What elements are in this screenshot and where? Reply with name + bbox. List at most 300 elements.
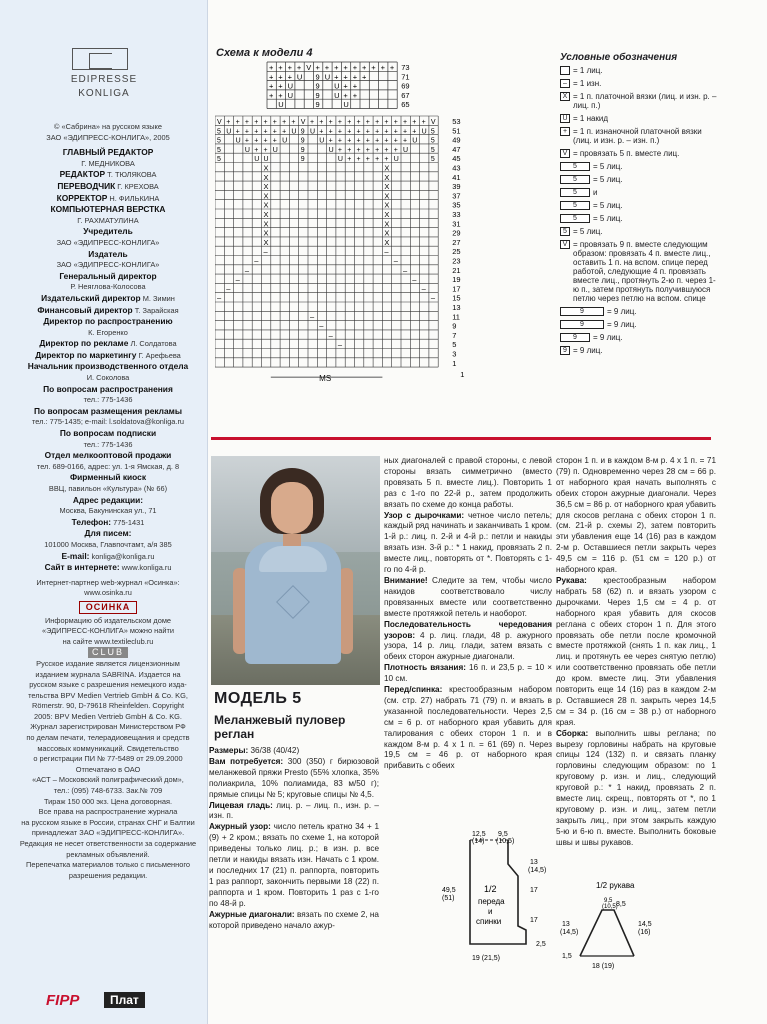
- legend-item: [560, 175, 720, 184]
- sleeve-left-1: 13: [562, 921, 570, 928]
- credit-role: Начальник производственного отдела: [27, 361, 189, 372]
- chart-symbol: +: [412, 128, 417, 136]
- chart-row-number: 35: [452, 200, 461, 210]
- credit-item: РЕДАКТОР Т. ТЮЛЯКОВА: [59, 169, 157, 180]
- credit-item: E-mail: konliga@konliga.ru: [61, 550, 155, 561]
- credit-line: «ЭДИПРЕСС-КОНЛИГА» можно найти: [41, 626, 174, 636]
- credit-item: Издательский директор М. Зимин: [41, 292, 175, 303]
- chart-row-number: 25: [452, 247, 461, 257]
- credit-line: 2005: BPV Medien Vertrieb GmbH & Co. KG.: [34, 711, 182, 721]
- chart-symbol: 5: [430, 137, 435, 145]
- chart-symbol: +: [375, 137, 380, 145]
- chart-symbol: 5: [430, 156, 435, 164]
- chart-symbol: +: [384, 128, 389, 136]
- chart-symbol: X: [384, 219, 390, 229]
- instruction-paragraph: Ажурный узор: число петель кратно 34 + 1 (9) + 2 кром.; вязать по схеме 1, на которой приведены только лиц. р.; в изн. р. все петли и накиды вязать изн. Начать с 1 кром. и последних 17 (21) п. раппорта, повторить 1 раз раппорт, закончить первыми 18 (22) п. раппорта и 1 кром. Повторить 1 раз с 1-го по 48-й р.: [209, 822, 379, 908]
- legend-symbol: 9: [560, 307, 604, 316]
- osinka-logo: OCИНКА: [79, 601, 137, 614]
- credit-item: ПЕРЕВОДЧИК Г. КРЕХОВА: [57, 180, 159, 191]
- legend-text: = 9 лиц.: [607, 320, 637, 329]
- legend-symbol: U: [560, 114, 570, 123]
- sleeve-left-2: 1,5: [562, 953, 572, 960]
- legend-text: = 5 лиц.: [593, 214, 623, 223]
- chart-symbol: U: [393, 156, 399, 164]
- chart-symbol: –: [226, 284, 231, 294]
- chart-symbol: +: [384, 119, 389, 126]
- dim-top-b: 9,5: [498, 831, 508, 838]
- credit-line: принадлежат ЗАО «ЭДИПРЕСС-КОНЛИГА».: [31, 828, 185, 838]
- chart-symbol: +: [269, 81, 274, 91]
- instruction-paragraph: Плотность вязания: 16 п. и 23,5 р. = 10 × 10 см.: [384, 663, 552, 684]
- chart-symbol: U: [334, 81, 340, 91]
- credit-role: Генеральный директор: [59, 270, 157, 281]
- chart-symbol: X: [263, 172, 269, 182]
- credit-line: тельства BPV Medien Vertrieb GmbH & Co. KG,: [28, 690, 188, 700]
- chart-row-number: 67: [401, 90, 410, 100]
- chart-symbol: X: [263, 163, 269, 173]
- credit-line: массовых коммуникаций. Свидетельство: [37, 743, 179, 753]
- legend-text: = 9 лиц.: [607, 307, 637, 316]
- chart-symbol: 9: [300, 146, 305, 154]
- chart-symbol: +: [269, 90, 274, 100]
- chart-symbol: U: [278, 100, 284, 110]
- chart-symbol: U: [403, 146, 409, 154]
- chart-row-number: 73: [401, 63, 410, 72]
- chart-symbol: X: [263, 182, 269, 192]
- chart-symbol: –: [254, 256, 259, 266]
- credit-line: тел.: (095) 748-6733. Зак.№ 709: [53, 786, 163, 796]
- sleeve-title: 1/2 рукава: [596, 881, 635, 890]
- credit-role: Учредитель: [83, 226, 133, 237]
- chart-symbol: +: [269, 63, 274, 72]
- credit-item: По вопросам размещения рекламы тел.: 775-1435; e-mail: l.soldatova@konliga.ru: [31, 405, 185, 427]
- front-back-diagram: [440, 826, 560, 966]
- legend-symbol: 9: [560, 346, 570, 355]
- credit-role: Финансовый директор: [37, 304, 133, 315]
- credit-item: Директор по рекламе Л. Солдатова: [39, 338, 177, 349]
- dim-right-1: 13: [530, 859, 538, 866]
- chart-row-number: 5: [452, 340, 457, 350]
- chart-symbol: U: [421, 128, 427, 136]
- chart-symbol: +: [296, 63, 302, 72]
- chart-symbol: U: [235, 137, 241, 145]
- chart-symbol: –: [310, 312, 315, 322]
- chart-symbol: –: [421, 284, 426, 294]
- chart-symbol: +: [356, 146, 361, 154]
- chart-symbol: +: [269, 72, 274, 82]
- chart-symbol: +: [343, 81, 348, 91]
- chart-symbol: U: [328, 146, 334, 154]
- chart-symbol: 9: [315, 72, 320, 82]
- credit-line: Römerstr. 90, D-79618 Rheinfelden. Copyright: [32, 701, 184, 711]
- chart-symbol: +: [403, 128, 408, 136]
- credit-line: Тираж 150 000 экз. Цена договорная.: [43, 796, 173, 806]
- legend-symbol: 5: [560, 162, 590, 171]
- legend-item: [560, 79, 720, 88]
- chart-row-number: 69: [401, 81, 410, 91]
- chart-row-number: 3: [452, 349, 457, 359]
- credit-line: о регистрации ПИ № 77-5489 от 29.09.2000: [33, 754, 183, 764]
- instruction-paragraph: сторон 1 п. и в каждом 8-м р. 4 х 1 п. = 71 (79) п. Одновременно через 28 см = 66 р. от наборного края начать выполнять с обеих сторон ажурные диагонали. Через 36,5 см = 86 р. от наборного края убавить для скосов реглана с обеих сторон 1 п. (см. 21-й р. схемы 2), затем повторить эти убавления еще 14 (16) раз в каждом 2-м р. Оставшиеся петли закрыть через 49,5 см = 116 р. (51 см = 120 р.) от наборного края.: [556, 456, 716, 575]
- dim-left-1: 49,5: [442, 887, 456, 894]
- chart-symbol: +: [356, 119, 361, 126]
- instruction-paragraph: Размеры: 36/38 (40/42): [209, 746, 300, 755]
- credit-role: Фирменный киоск: [69, 472, 147, 483]
- sleeve-diagram: [560, 880, 670, 970]
- chart-symbol: 9: [300, 128, 305, 136]
- chart-symbol: +: [244, 128, 249, 136]
- chart-symbol: +: [337, 137, 342, 145]
- sleeve-right-1: 14,5: [638, 921, 652, 928]
- chart-symbol: U: [296, 72, 303, 82]
- chart-symbol: +: [384, 137, 389, 145]
- photo-pullover-yoke: [259, 546, 327, 572]
- instructions-col-2: [384, 456, 552, 772]
- chart-symbol: +: [282, 119, 287, 126]
- chart-symbol: +: [287, 72, 292, 82]
- chart-symbol: –: [384, 247, 389, 257]
- legend-symbol: +: [560, 127, 570, 136]
- sleeve-top-a: 9,5: [604, 898, 613, 904]
- instruction-paragraph: ных диагоналей с правой стороны, с левой стороны вязать симметрично (вместо провязать 5 п. вместе лиц.). Повторить 1 раз с 1-го по 22-й р., затем продолжить вязать по схеме до конца работы.: [384, 456, 552, 509]
- legend-item: [560, 66, 720, 75]
- credit-line: ЗАО «ЭДИПРЕСС-КОНЛИГА», 2005: [46, 132, 170, 142]
- chart-row-number: 17: [452, 284, 461, 294]
- photo-face: [271, 482, 313, 534]
- credit-line: Журнал зарегистрирован Министерством РФ: [30, 722, 186, 732]
- fipp-logo: FIPP: [46, 992, 80, 1009]
- credit-role: Директор по маркетингу: [35, 349, 137, 360]
- chart-symbol: +: [263, 119, 268, 126]
- chart-symbol: +: [334, 72, 339, 82]
- chart-symbol: U: [272, 146, 278, 154]
- credit-item: Финансовый директор Т. Зарайская: [37, 304, 179, 315]
- legend-text: = 5 лиц.: [593, 201, 623, 210]
- credit-line: на русском языке в России, странах СНГ и Балтии: [21, 817, 195, 827]
- chart-symbol: +: [380, 63, 385, 72]
- credit-item: Адрес редакции: Москва, Бакунинская ул., 71: [59, 494, 157, 516]
- dim-top-a: 12,5: [472, 831, 486, 838]
- dim-left-1b: (51): [442, 895, 455, 902]
- credit-role: Сайт в интернете:: [44, 562, 120, 573]
- credit-role: РЕДАКТОР: [59, 169, 106, 180]
- credit-line: разрешения редакции.: [68, 870, 148, 880]
- credit-line: «АСТ – Московский полиграфический дом»,: [32, 775, 184, 785]
- chart-symbol: U: [287, 81, 294, 91]
- chart-symbol: +: [235, 119, 240, 126]
- legend-item: [560, 201, 720, 210]
- chart-symbol: +: [375, 146, 380, 154]
- chart-symbol: +: [356, 137, 361, 145]
- chart-symbol: +: [343, 90, 348, 100]
- chart-symbol: +: [319, 119, 324, 126]
- chart-symbol: +: [356, 156, 361, 164]
- credit-role: E-mail:: [61, 550, 90, 561]
- chart-symbol: +: [254, 119, 259, 126]
- masthead-sidebar: [0, 0, 208, 1024]
- credit-line: Отпечатано в ОАО: [75, 764, 141, 774]
- chart-symbol: +: [272, 128, 277, 136]
- instruction-paragraph: Лицевая гладь: лиц. р. – лиц. п., изн. р. – изн. п.: [209, 800, 379, 821]
- chart-symbol: –: [430, 293, 436, 303]
- chart-symbol: +: [352, 90, 358, 100]
- chart-symbol: U: [254, 156, 260, 164]
- credit-role: По вопросам размещения рекламы: [34, 405, 182, 416]
- legend-symbol: V: [560, 149, 570, 158]
- credit-line: © «Сабрина» на русском языке: [54, 122, 162, 131]
- chart-symbol: X: [263, 200, 269, 210]
- legend-item: [560, 307, 720, 316]
- chart-symbol: U: [282, 137, 288, 145]
- chart-row-number: 51: [452, 126, 461, 136]
- chart-symbol: 9: [315, 100, 320, 110]
- credit-item: КОМПЬЮТЕРНАЯ ВЕРСТКА Г. РАХМАТУЛИНА: [50, 204, 166, 225]
- chart-row-number: 71: [401, 72, 410, 82]
- chart-symbol: +: [278, 90, 283, 100]
- page-number: 1: [460, 370, 465, 380]
- credit-role: Телефон:: [71, 516, 112, 527]
- chart-symbol: 5: [217, 128, 221, 136]
- chart-symbol: –: [328, 330, 333, 340]
- chart-symbol: +: [278, 81, 283, 91]
- chart-symbol: 5: [217, 156, 221, 164]
- chart-symbol: +: [393, 146, 398, 154]
- chart-symbol: X: [384, 228, 390, 238]
- chart-symbol: +: [337, 119, 342, 126]
- legend-text: = провязать 9 п. вместе следующим образом: провязать 4 п. вместе лиц., оставить 1 п. на вспом. спице перед работой, следующие 4 п. провязать вместе лиц., протянуть 2-ю п. через 1-ю п., затем протянуть получившуюся петлю через петлю на вспом. спице: [573, 240, 716, 303]
- credits-block: [18, 122, 198, 881]
- chart-row-number: 27: [452, 237, 461, 247]
- chart-symbol: U: [337, 156, 343, 164]
- legend-item: [560, 240, 720, 303]
- instruction-paragraph: Последовательность чередования узоров: 4 р. лиц. глади, 48 р. ажурного узора, 14 р. лиц. глади, затем вязать с обеих сторон ажурные диагонали.: [384, 619, 552, 662]
- chart-symbol: X: [384, 163, 390, 173]
- chart-symbol: +: [272, 119, 277, 126]
- credit-item: По вопросам подписки тел.: 775-1436: [59, 428, 157, 449]
- dim-top-b2: (10,5): [496, 838, 515, 845]
- chart-symbol: U: [343, 100, 349, 110]
- chart-row-number: 53: [452, 117, 461, 126]
- chart-symbol: +: [403, 119, 408, 126]
- chart-symbol: U: [412, 137, 418, 145]
- chart-symbol: X: [263, 228, 269, 238]
- chart-symbol: +: [263, 146, 268, 154]
- chart-symbol: X: [263, 237, 269, 247]
- chart-symbol: +: [343, 72, 348, 82]
- legend-item: [560, 346, 720, 355]
- chart-row-number: 47: [452, 144, 461, 154]
- chart-row-number: 23: [452, 256, 461, 266]
- chart-symbol: 9: [300, 156, 305, 164]
- legend: [560, 66, 720, 359]
- edipresse-logo: [72, 48, 128, 70]
- dim-top-a2: (14): [472, 838, 485, 845]
- chart-symbol: 9: [315, 81, 320, 91]
- credit-line: Все права на распространение журнала: [38, 807, 178, 817]
- chart-symbol: +: [393, 137, 398, 145]
- chart-symbol: +: [347, 156, 352, 164]
- chart-symbol: +: [421, 119, 426, 126]
- chart-symbol: +: [254, 137, 259, 145]
- chart-symbol: +: [352, 63, 358, 72]
- sleeve-right-1b: (16): [638, 929, 651, 936]
- chart-symbol: +: [403, 137, 408, 145]
- model-title: МОДЕЛЬ 5: [214, 690, 302, 707]
- credit-role: Для писем:: [84, 528, 132, 539]
- chart-symbol: +: [343, 63, 348, 72]
- legend-text: = 1 п. изнаночной платочной вязки (лиц. и изн. р. – изн. п.): [573, 127, 702, 145]
- chart-row-number: 1: [452, 358, 457, 368]
- legend-symbol: 5: [560, 188, 590, 197]
- chart-symbol: U: [334, 90, 340, 100]
- chart-symbol: +: [365, 156, 370, 164]
- legend-text: = провязать 5 п. вместе лиц.: [573, 149, 680, 158]
- chart-symbol: V: [306, 63, 312, 72]
- dim-right-3: 17: [530, 917, 538, 924]
- chart-symbol: –: [412, 275, 417, 285]
- legend-title: Условные обозначения: [560, 52, 678, 63]
- chart-row-number: 7: [452, 330, 457, 340]
- chart-symbol: +: [334, 63, 339, 72]
- instruction-paragraph: Перед/спинка: крестообразным набором (см. стр. 27) набрать 71 (79) п. и вязать в указанной последовательности. Через 2,5 см = 6 р. от наборного края убавить для талирования с обеих сторон 1 п. и в каждом 8-м р. 4 х 1 п. = 61 (69) п. Через 19,5 см = 46 р. от наборного края прибавить с обеих: [384, 685, 552, 771]
- credit-item: Учредитель ЗАО «ЭДИПРЕСС-КОНЛИГА»: [56, 226, 160, 247]
- instruction-paragraph: Узор с дырочками: четное число петель; каждый ряд начинать и заканчивать 1 кром. 1-й р.: лиц. п. 2-й и 4-й р.: петли и накиды вязать изн. 3-й р.: * 1 накид, провязать 2 п. вместе лиц., повторять от *. Повторять с 1-го по 4-й р.: [384, 510, 552, 575]
- chart-symbol: +: [393, 119, 398, 126]
- chart-symbol: U: [291, 128, 297, 136]
- chart-row-number: 11: [452, 312, 460, 322]
- credit-role: КОРРЕКТОР: [56, 192, 108, 203]
- chart-symbol: V: [430, 119, 436, 126]
- legend-item: [560, 320, 720, 329]
- center-label-1: 1/2: [484, 884, 497, 894]
- legend-symbol: 5: [560, 175, 590, 184]
- sleeve-top-b: 8,5: [616, 901, 626, 908]
- chart-symbol: U: [263, 156, 269, 164]
- chart-symbol: –: [244, 265, 250, 275]
- ms-label: MS: [319, 374, 332, 384]
- credit-role: Отдел мелкооптовой продажи: [44, 450, 172, 461]
- chart-symbol: U: [324, 72, 331, 82]
- legend-text: = 1 лиц.: [573, 66, 603, 75]
- instruction-paragraph: Ажурные диагонали: вязать по схеме 2, на которой приведено начало ажур-: [209, 909, 379, 930]
- front-back-outline: [470, 840, 526, 944]
- center-label-2: переда: [478, 897, 505, 906]
- chart-symbol: +: [375, 128, 380, 136]
- credit-item: Сайт в интернете: www.konliga.ru: [44, 562, 172, 573]
- chart-symbol: +: [272, 137, 277, 145]
- chart-symbol: +: [235, 128, 240, 136]
- credit-role: ПЕРЕВОДЧИК: [57, 180, 116, 191]
- chart-symbol: +: [254, 146, 259, 154]
- photo-arm-right: [339, 568, 353, 654]
- chart-row-number: 19: [452, 275, 461, 285]
- chart-row-number: 9: [452, 321, 457, 331]
- chart-symbol: +: [375, 156, 380, 164]
- center-label-3: и: [488, 907, 493, 916]
- chart-symbol: X: [263, 191, 269, 201]
- chart-symbol: +: [352, 72, 358, 82]
- chart-symbol: 9: [300, 137, 305, 145]
- chart-row-number: 15: [452, 293, 461, 303]
- chart-row-number: 33: [452, 210, 461, 219]
- chart-symbol: +: [278, 63, 283, 72]
- chart-symbol: +: [328, 119, 333, 126]
- legend-text: и: [593, 188, 598, 197]
- chart-row-number: 31: [452, 219, 461, 229]
- chart-symbol: +: [389, 63, 395, 72]
- chart-row-number: 41: [452, 172, 461, 182]
- chart-row-number: 65: [401, 100, 410, 110]
- instruction-paragraph: Рукава: крестообразным набором набрать 58 (62) п. и вязать узором с дырочками. Через 1,5 см = 4 р. от наборного края убавить для скосов реглана с обеих сторон 1 п. Для этого провязать обе петли после кромочной вместе протяжкой (снять 1 п. как лиц., 1 лиц. и протянуть ее через снятую петлю) или соответственно провязать обе петли до кром. вместе лиц. Эти убавления повторить еще 14 (16) раз в каждом 2-м р. Оставшиеся 28 п. закрыть через 14,5 см = 34 р. (16 см = 38 р.) от наборного края.: [556, 575, 716, 727]
- legend-text: = 9 лиц.: [573, 346, 603, 355]
- chart-symbol: +: [263, 137, 268, 145]
- chart-symbol: X: [384, 200, 390, 210]
- credit-role: Директор по рекламе: [39, 338, 129, 349]
- chart-symbol: –: [337, 340, 343, 350]
- credit-role: По вопросам распространения: [43, 383, 173, 394]
- chart-symbol: V: [217, 119, 222, 126]
- center-label-4: спинки: [476, 917, 502, 926]
- chart-symbol: +: [315, 63, 320, 72]
- chart-symbol: X: [384, 182, 390, 192]
- chart-symbol: +: [244, 119, 249, 126]
- instruction-paragraph: Сборка: выполнить швы реглана; по вырезу горловины набрать на круговые спицы 124 (132) п. и связать планку горловины следующим образом: по 1 круговому р. изн. и лиц., следующий круговой р.: * 1 накид, провязать 2 п. вместе лиц. скрещ., повторять от *, по 1 круговому р. изн. и лиц., затем петли закрыть лиц., при этом закрыть каждую 5-ю и 6-ю п. вместе. Выполнить боковые швы и швы рукавов.: [556, 728, 716, 847]
- chart-symbol: U: [310, 128, 316, 136]
- legend-text: = 5 лиц.: [573, 227, 603, 236]
- legend-item: [560, 227, 720, 236]
- credit-line: Русское издание является лицензионным: [36, 658, 180, 668]
- chart-symbol: +: [347, 146, 352, 154]
- chart-symbol: +: [375, 119, 380, 126]
- credit-item: Отдел мелкооптовой продажи тел. 689-0166, адрес: ул. 1-я Ямская, д. 8: [36, 450, 180, 471]
- chart-symbol: +: [287, 63, 292, 72]
- credit-item: Издатель ЗАО «ЭДИПРЕСС-КОНЛИГА»: [56, 248, 160, 270]
- chart-symbol: +: [352, 81, 358, 91]
- legend-text: = 1 изн.: [573, 79, 602, 88]
- credit-line: по делам печати, телерадиовещания и средств: [26, 733, 190, 743]
- chart-symbol: X: [263, 219, 269, 229]
- chart-symbol: +: [347, 119, 352, 126]
- chart-symbol: +: [310, 119, 315, 126]
- legend-item: [560, 149, 720, 158]
- sleeve-top-a2: (10,5): [602, 904, 618, 910]
- chart-symbol: 5: [217, 137, 221, 145]
- credit-line: Информацию об издательском доме: [44, 615, 172, 625]
- instructions-col-3: [556, 456, 716, 849]
- legend-item: [560, 114, 720, 123]
- chart-symbol: +: [393, 128, 398, 136]
- chart-symbol: +: [412, 119, 417, 126]
- credit-line: Перепечатка материалов только с письменного: [26, 860, 190, 870]
- credit-line: Редакция не несет ответственности за содержание: [19, 839, 197, 848]
- chart-symbol: +: [347, 137, 352, 145]
- legend-item: [560, 188, 720, 197]
- legend-symbol: X: [560, 92, 570, 101]
- legend-text: = 1 п. платочной вязки (лиц. и изн. р. – лиц. п.): [573, 92, 717, 110]
- legend-symbol: 5: [560, 227, 570, 236]
- chart-symbol: U: [287, 90, 294, 100]
- model-subtitle: Меланжевый пуловер реглан: [214, 713, 346, 741]
- chart-symbol: V: [300, 119, 306, 126]
- sleeve-outline: [580, 910, 634, 956]
- chart-symbol: –: [403, 265, 408, 275]
- chart-symbol: –: [235, 275, 240, 285]
- credit-role: Директор по распространению: [43, 316, 173, 327]
- chart-symbol: X: [384, 210, 390, 219]
- chart-symbol: +: [337, 146, 342, 154]
- credit-item: Телефон: 775-1431: [71, 516, 145, 527]
- club-logo: CLUB: [88, 647, 128, 658]
